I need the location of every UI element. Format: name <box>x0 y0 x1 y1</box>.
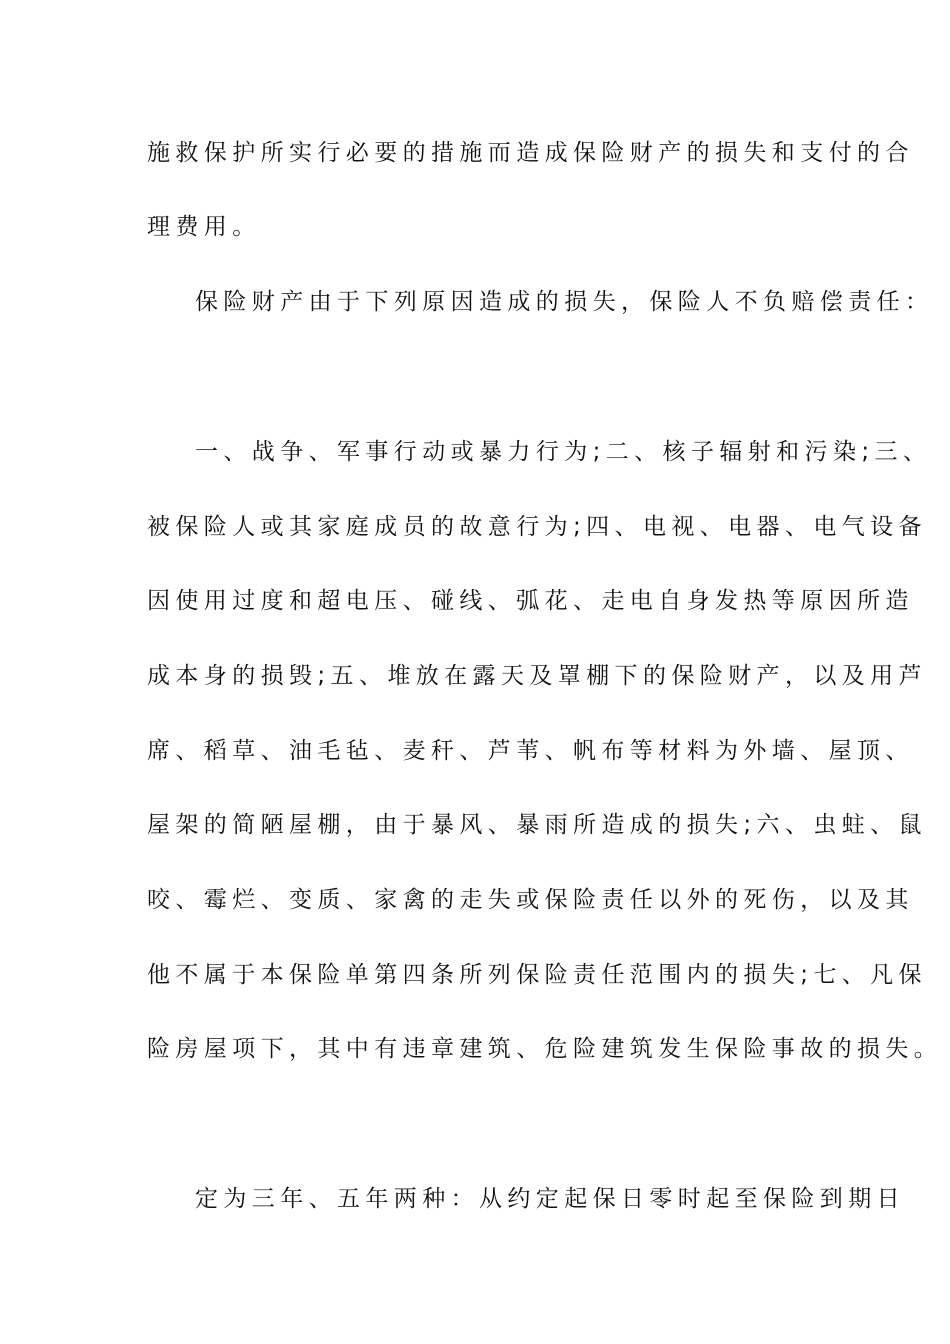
paragraph-line: 一、战争、军事行动或暴力行为;二、核子辐射和污染;三、 <box>195 439 932 465</box>
paragraph-line: 咬、霉烂、变质、家禽的走失或保险责任以外的死伤，以及其 <box>147 887 914 913</box>
paragraph-line: 理费用。 <box>147 214 261 240</box>
paragraph-line: 被保险人或其家庭成员的故意行为;四、电视、电器、电气设备 <box>147 514 927 540</box>
paragraph-line: 保险财产由于下列原因造成的损失，保险人不负赔偿责任： <box>195 289 934 315</box>
paragraph-line: 定为三年、五年两种：从约定起保日零时起至保险到期日 <box>195 1186 905 1212</box>
paragraph-line: 施救保护所实行必要的措施而造成保险财产的损失和支付的合 <box>147 140 914 166</box>
paragraph-line: 成本身的损毁;五、堆放在露天及罩棚下的保险财产，以及用芦 <box>147 663 927 689</box>
paragraph-line: 席、稻草、油毛毡、麦秆、芦苇、帆布等材料为外墙、屋顶、 <box>147 738 914 764</box>
paragraph-line: 他不属于本保险单第四条所列保险责任范围内的损失;七、凡保 <box>147 962 927 988</box>
paragraph-line: 屋架的简陋屋棚，由于暴风、暴雨所造成的损失;六、虫蛀、鼠 <box>147 812 927 838</box>
paragraph-line: 险房屋项下，其中有违章建筑、危险建筑发生保险事故的损失。 <box>147 1036 943 1062</box>
paragraph-line: 因使用过度和超电压、碰线、弧花、走电自身发热等原因所造 <box>147 588 914 614</box>
